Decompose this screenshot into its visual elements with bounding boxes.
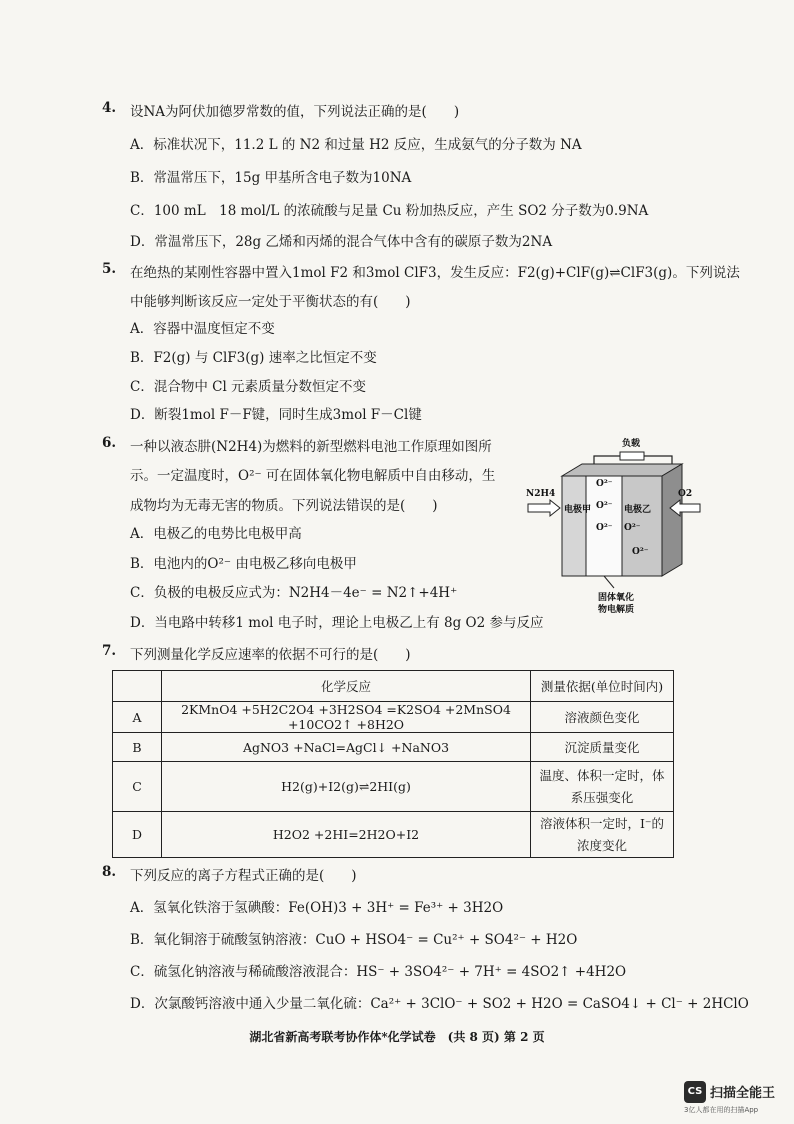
question-5-option-c: C．混合物中 Cl 元素质量分数恒定不变	[130, 379, 367, 395]
question-6-option-a: A．电极乙的电势比电极甲高	[130, 526, 302, 542]
electrolyte-pointer	[604, 576, 614, 588]
electrolyte-label-2: 物电解质	[598, 605, 635, 615]
question-8-stem: 下列反应的离子方程式正确的是( )	[130, 868, 357, 884]
watermark-tagline: 3亿人都在用的扫描App	[684, 1106, 759, 1114]
electrode-b-label: 电极乙	[624, 505, 652, 515]
watermark-name: 扫描全能王	[710, 1086, 776, 1101]
ion-label: O²⁻	[596, 523, 613, 533]
table-cell-label: C	[113, 762, 162, 812]
table-cell-basis: 温度、体积一定时，体系压强变化	[531, 762, 674, 812]
question-8-number: 8.	[102, 864, 117, 880]
question-8-option-a: A．氢氧化铁溶于氢碘酸：Fe(OH)3 + 3H⁺ = Fe³⁺ + 3H2O	[130, 900, 504, 916]
table-header-row	[113, 671, 674, 702]
question-4-option-a: A．标准状况下，11.2 L 的 N2 和过量 H2 反应，生成氨气的分子数为 NA	[130, 137, 582, 153]
question-6-option-d: D．当电路中转移1 mol 电子时，理论上电极乙上有 8g O2 参与反应	[130, 615, 544, 631]
question-6-stem-line-1: 一种以液态肼(N2H4)为燃料的新型燃料电池工作原理如图所	[130, 439, 492, 455]
question-6-option-b: B．电池内的O²⁻ 由电极乙移向电极甲	[130, 556, 357, 572]
n2h4-arrow-icon	[528, 500, 560, 516]
question-6-stem-line-2: 示。一定温度时，O²⁻ 可在固体氧化物电解质中自由移动，生	[130, 468, 496, 484]
ion-label: O²⁻	[624, 523, 641, 533]
question-4-option-d: D．常温常压下，28g 乙烯和丙烯的混合气体中含有的碳原子数为2NA	[130, 234, 553, 250]
electrode-a-plate	[562, 476, 586, 576]
table-row	[113, 733, 674, 762]
rate-measurement-table	[112, 670, 674, 858]
table-cell-reaction: AgNO3 +NaCl=AgCl↓ +NaNO3	[162, 733, 531, 762]
table-cell-label: A	[113, 702, 162, 733]
electrode-a-label: 电极甲	[564, 505, 592, 515]
question-5-stem-line-1: 在绝热的某刚性容器中置入1mol F2 和3mol ClF3，发生反应：F2(g)+ClF(g)⇌ClF3(g)。下列说法	[130, 265, 740, 281]
page-footer: 湖北省新高考联考协作体*化学试卷 (共 8 页) 第 2 页	[249, 1030, 545, 1044]
question-5-option-d: D．断裂1mol F－F键，同时生成3mol F－Cl键	[130, 407, 422, 423]
table-cell-basis: 溶液颜色变化	[531, 702, 674, 733]
table-cell-reaction: H2O2 +2HI=2H2O+I2	[162, 812, 531, 858]
question-4-option-b: B．常温常压下，15g 甲基所含电子数为10NA	[130, 170, 412, 186]
question-5-option-a: A．容器中温度恒定不变	[130, 321, 275, 337]
cell-top	[562, 464, 682, 476]
table-header-cell	[113, 671, 162, 702]
question-8-option-c: C．硫氢化钠溶液与稀硫酸溶液混合：HS⁻ + 3SO4²⁻ + 7H⁺ = 4SO2↑ +4H2O	[130, 964, 627, 980]
question-4-option-c: C．100 mL 18 mol/L 的浓硫酸与足量 Cu 粉加热反应，产生 SO2 分子数为0.9NA	[130, 203, 649, 219]
question-5-stem-line-2: 中能够判断该反应一定处于平衡状态的有( )	[130, 294, 411, 310]
table-cell-reaction: 2KMnO4 +5H2C2O4 +3H2SO4 =K2SO4 +2MnSO4 +10CO2↑ +8H2O	[162, 702, 531, 733]
ion-label: O²⁻	[632, 547, 649, 557]
question-8-option-d: D．次氯酸钙溶液中通入少量二氧化硫：Ca²⁺ + 3ClO⁻ + SO2 + H2O = CaSO4↓ + Cl⁻ + 2HClO	[130, 996, 749, 1012]
table-header-cell: 测量依据(单位时间内)	[531, 671, 674, 702]
camscanner-logo-icon: CS	[684, 1081, 706, 1103]
ion-label: O²⁻	[596, 501, 613, 511]
question-4-number: 4.	[102, 100, 117, 116]
question-5-number: 5.	[102, 261, 117, 277]
question-6-number: 6.	[102, 435, 117, 451]
table-row	[113, 702, 674, 733]
question-7-stem: 下列测量化学反应速率的依据不可行的是( )	[130, 647, 411, 663]
load-wire-right	[644, 456, 672, 464]
fuel-cell-diagram	[522, 428, 702, 618]
table-cell-label: D	[113, 812, 162, 858]
question-5-option-b: B．F2(g) 与 ClF3(g) 速率之比恒定不变	[130, 350, 377, 366]
cell-side	[662, 464, 682, 576]
table-cell-reaction: H2(g)+I2(g)⇌2HI(g)	[162, 762, 531, 812]
question-6-stem-line-3: 成物均为无毒无害的物质。下列说法错误的是( )	[130, 498, 438, 514]
o2-label: O2	[678, 489, 693, 499]
load-label: 负载	[622, 439, 641, 449]
table-header-cell: 化学反应	[162, 671, 531, 702]
question-6-option-c: C．负极的电极反应式为：N2H4－4e⁻ = N2↑+4H⁺	[130, 585, 458, 601]
n2h4-label: N2H4	[526, 489, 556, 499]
electrolyte-label-1: 固体氧化	[598, 593, 635, 603]
table-cell-basis: 溶液体积一定时，I⁻的浓度变化	[531, 812, 674, 858]
question-8-option-b: B．氧化铜溶于硫酸氢钠溶液：CuO + HSO4⁻ = Cu²⁺ + SO4²⁻ + H2O	[130, 932, 578, 948]
ion-label: O²⁻	[596, 479, 613, 489]
question-7-number: 7.	[102, 643, 117, 659]
table-row	[113, 762, 674, 812]
load-box	[620, 452, 644, 460]
load-wire-left	[594, 456, 620, 464]
question-4-stem: 设NA为阿伏加德罗常数的值，下列说法正确的是( )	[130, 104, 460, 120]
table-cell-basis: 沉淀质量变化	[531, 733, 674, 762]
table-row	[113, 812, 674, 858]
table-cell-label: B	[113, 733, 162, 762]
